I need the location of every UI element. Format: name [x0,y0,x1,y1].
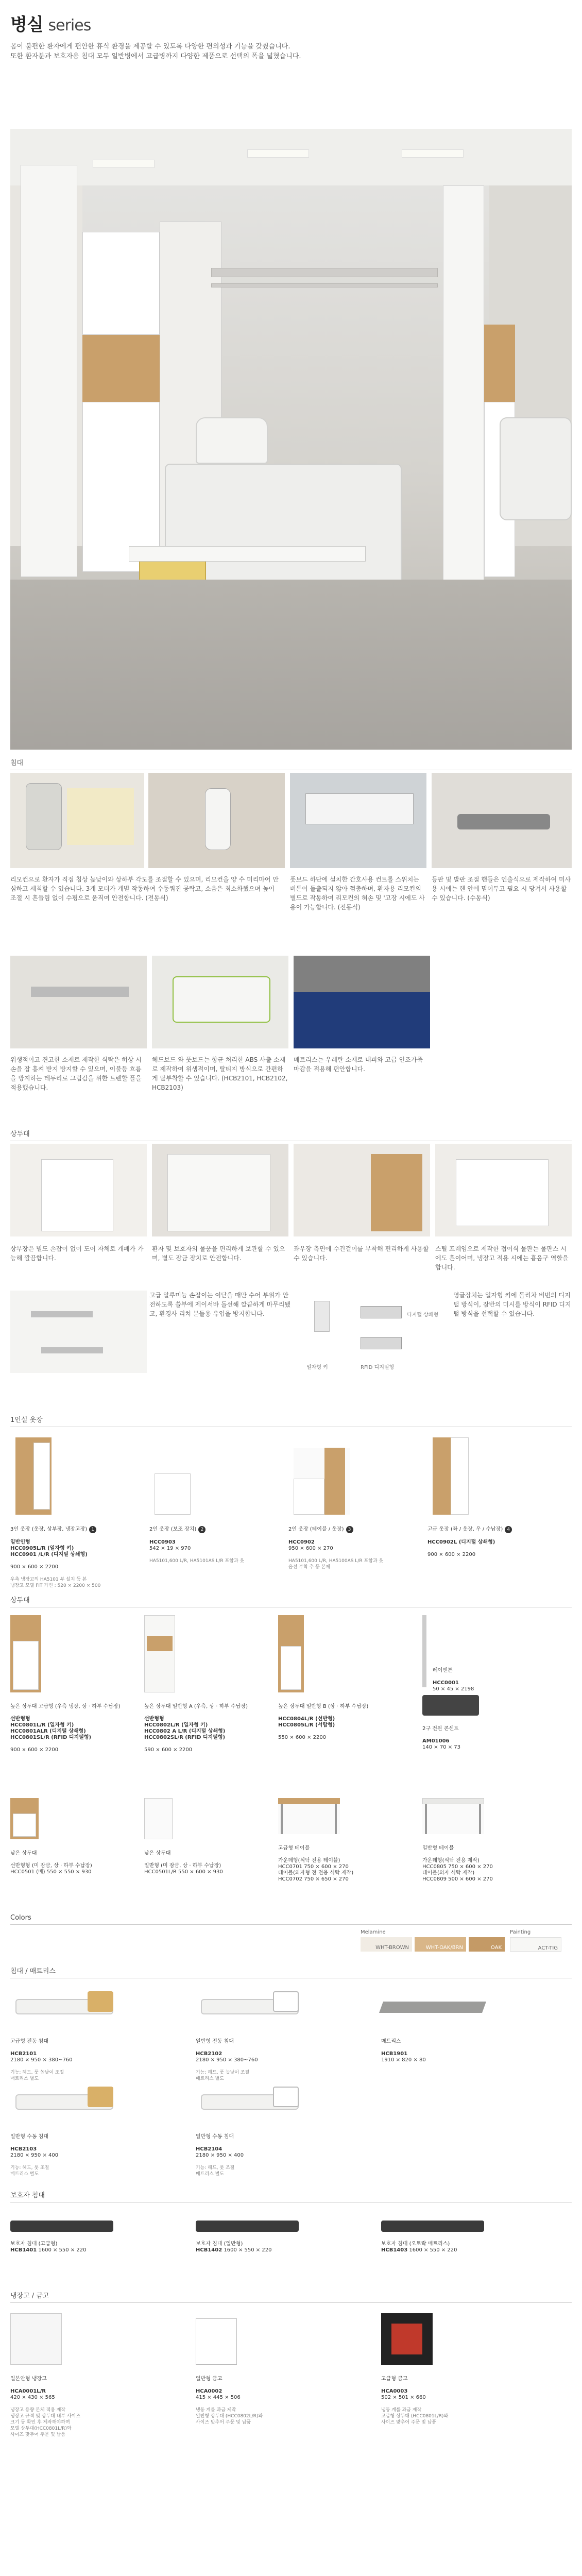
lock-types-figure [304,1291,448,1373]
bedside-item-2 [144,1615,273,1790]
item-size: 140 × 70 × 73 [422,1744,461,1750]
guardian-bed-section [10,2190,572,2202]
item-name: 높은 상두대 일반형 A (우측, 상 · 하부 수납장) [144,1704,248,1709]
item-name: 2인 옷장 (테이블 / 옷장) [288,1527,344,1532]
item-name: 매트리스 [381,2039,401,2044]
item-size: 2180 × 950 × 400 [196,2153,244,2158]
wardrobe-item-4: 고급 옷장 (좌 / 옷장, 우 / 수납장) 4 HCC0902L (디지털 상쇄형) 900 × 600 × 2200 [427,1437,572,1582]
item-note: 냉동 계를 과금 제작 고급형 상두대 (HCC0801L/R)와 사이즈 맞추어 주문 및 납품 [381,2408,449,2425]
item-code: HCA0001L/R [10,2388,46,2394]
mattress-photo [294,956,430,1048]
item-code: 일반인형 HCC0905L/R (일자형 키) HCC0901 /L/R (디지털 상쇄형) [10,1539,88,1557]
bed-item-3 [381,1986,572,2074]
item-size: 2180 × 950 × 380~760 [196,2057,258,2063]
bedside-item-6 [10,1798,139,1880]
item-name: 높은 상두대 일반형 B (상 · 하부 수납장) [278,1704,369,1709]
item-name: 일반형 수동 침대 [196,2134,234,2140]
bedside-item-5 [422,1695,572,1750]
item-name: 높은 상두대 고급형 (우측 냉장, 상 · 하부 수납장) [10,1704,121,1709]
upper-cabinet-photo [10,1144,147,1236]
item-size: 900 × 600 × 2200 [10,1747,59,1753]
item-name: 고급형 테이블 [278,1845,310,1851]
intro-line-1: 몸이 불편한 환자에게 편안한 휴식 환경을 제공할 수 있도록 다양한 편의성과 기능을 갖췄습니다. [10,43,290,50]
item-size: 550 × 600 × 2200 [278,1735,327,1740]
lock-label-rfid: RFID 디지털형 [361,1365,395,1370]
lock-label-key: 일자형 키 [306,1365,328,1370]
item-code: 가운데형(식탁 전용 제작) HCC0805 750 × 600 × 270 테이블(의자 식탁 제작) HCC0809 500 × 600 × 270 [422,1858,493,1882]
cabinet-feature-section [10,1128,572,1141]
item-code: HCB2101 [10,2051,37,2057]
towel-rack-photo [294,1144,430,1236]
fridge-item-1 [10,2313,185,2452]
color-group-painting: Painting [510,1929,531,1935]
remote-control-photo [10,773,144,868]
swatch-oak: OAK [469,1937,505,1952]
cabinet-caption-4: 스틸 프레임으로 제작한 접이식 물판는 물판스 시에도 흔이어며, 냉장고 적용 시에는 흡음구 역할을 합니다. [435,1245,569,1271]
intro-text [10,42,422,61]
item-name: 2구 전원 콘센트 [422,1726,459,1732]
handle-closeup-photo [10,1291,147,1373]
item-code: HCB1901 [381,2051,408,2057]
section-title: 침대 [10,757,572,770]
bed-caption-3: 등판 및 발판 조절 핸들은 인출식으로 제작하여 미사용 시에는 핸 안에 밀어두고 필요 시 당겨서 사용할 수 있습니다. (수동식) [432,876,571,902]
item-size: 542 × 19 × 970 [149,1546,191,1551]
bedside-section [10,1595,572,1607]
item-note: 기능: 헤드, 풋 높낮이 조절 매트리스 별도 [10,2070,64,2081]
item-code: HCB1402 [196,2247,222,2253]
item-code: HCB1401 [10,2247,37,2253]
page-header [0,0,582,131]
item-note: 냉동 계를 과금 제작 일반형 상두대 (HCC0802L/R)와 사이즈 맞추어 주문 및 납품 [196,2408,263,2425]
lock-label-digital: 디지털 상쇄형 [407,1312,439,1318]
item-name: 2인 옷장 (보조 장치) [149,1527,197,1532]
bed-feature-section [10,757,572,770]
steel-frame-photo [435,1144,572,1236]
guardian-item-2 [196,2210,371,2267]
wardrobe-section [10,1414,572,1427]
section-title: 상두대 [10,1128,572,1141]
item-note: 기능: 헤드, 풋 조절 매트리스 별도 [10,2165,49,2177]
bedside-item-7 [144,1798,273,1880]
item-note: 기능: 헤드, 풋 높낮이 조절 매트리스 별도 [196,2070,250,2081]
title-korean: 병실 [10,14,43,35]
colors-section-1 [10,1914,572,1925]
item-size: 1600 × 550 × 220 [409,2247,457,2253]
cabinet-caption-1: 상부장은 별도 손잡이 없이 도어 자체로 개폐가 가능해 깔끔합니다. [10,1245,144,1262]
cabinet-caption-3: 좌우장 측면에 수건걸이를 부착해 편리하게 사용할 수 있습니다. [294,1245,429,1262]
item-code: HCC0001 [433,1680,459,1686]
item-note: 냉장고 용량 본체 적용 제작 냉장고 규격 및 상두대 내부 사이즈 크기 등 확인 후 제작해야하며 모델 상두대(HCC0801L/R)와 사이즈 맞추어 주문 및 납품 [10,2408,81,2437]
item-size: 900 × 600 × 2200 [10,1564,59,1570]
bed-item-5 [196,2081,371,2177]
item-code: AM01006 [422,1738,450,1744]
item-size: 590 × 600 × 2200 [144,1747,193,1753]
bed-caption-2: 풋보드 하단에 설치한 간호사용 컨트롤 스위치는 버튼이 돌출되지 않아 껌춤하며, 환자용 리모컨의 별도로 작동하여 리모컨의 혀손 및 '고장 시에도 사용이 가능합니다. (전동식) [290,876,425,911]
fridge-item-2 [196,2313,371,2452]
item-name: 고급형 금고 [381,2376,408,2382]
item-code: HCB2104 [196,2146,222,2152]
section-title: 1인실 옷장 [10,1414,572,1427]
item-name: 일반형 금고 [196,2376,222,2382]
item-size: 420 × 430 × 565 [10,2395,55,2400]
storage-photo [152,1144,288,1236]
item-code: HCB1403 [381,2247,408,2253]
swatch-wht-brown: WHT-BROWN [361,1937,412,1952]
bed-item-2 [196,1986,371,2081]
bedside-item-9 [422,1798,572,1891]
bed-item-1 [10,1986,185,2081]
item-name: 고급 옷장 (좌 / 옷장, 우 / 수납장) [427,1527,503,1532]
section-title: Colors [10,1914,572,1925]
item-code: HCB2102 [196,2051,222,2057]
color-group-melamine: Melamine [361,1929,386,1935]
item-name: 보호자 침대 (일반형) [196,2241,243,2247]
item-size: 950 × 600 × 270 [288,1546,333,1551]
bed-item-4 [10,2081,185,2177]
guardian-item-3 [381,2210,572,2267]
beds-section [10,1965,572,1978]
bedside-item-8 [278,1798,412,1891]
item-size: 900 × 600 × 2200 [427,1552,476,1557]
wardrobe-item-1: 3인 옷장 (옷장, 상부장, 냉장고장) 1 일반인형 HCC0905L/R (일자형 키) HCC0901 /L/R (디지털 상쇄형) 900 × 600 × 2200 우측 냉장고의 HA5101 부 설치 등 본 냉장고 모델 FIT 가변 : 520 × 2200 × 500 [10,1437,139,1582]
guardian-item-1 [10,2210,185,2267]
item-name: 고급형 전동 침대 [10,2039,48,2044]
bed-caption-1: 리모컨으로 환자가 직접 침상 높낮이와 상하부 각도를 조절할 수 있으며, 리모컨을 양 수 미리마어 안심하고 세척할 수 있습니다. 3개 모터가 개별 작동하여 수동쿼진 공락고, 소음은 최소화했으며 높이 조절 시 흔들림 없이 수평으로 움직여 안전합니다. (전동식) [10,876,279,902]
item-name: 낮은 상두대 [144,1851,171,1856]
item-name: 낮은 상두대 [10,1851,37,1856]
item-code: HCB2103 [10,2146,37,2152]
item-code: 선반형형 HCC0801L/R (일자형 키) HCC0801ALR (디지털 상쇄형) HCC0801SL/R (RFID 디지털형) [10,1716,92,1740]
item-code: HCC0902L (디지털 상쇄형) [427,1539,495,1545]
item-name: 일반형 수동 침대 [10,2134,48,2140]
section-title: 냉장고 / 금고 [10,2290,572,2303]
bed-caption-6: 매트리스는 우레탄 소재로 내피와 고급 인조가죽 마감을 적용해 편안합니다. [294,1056,423,1073]
item-size: 50 × 45 × 2198 [433,1686,474,1692]
item-size: 1600 × 550 × 220 [224,2247,272,2253]
nurse-control-photo [290,773,426,868]
item-name: 3인 옷장 (옷장, 상부장, 냉장고장) [10,1527,88,1532]
item-code: 일반형 (미 잠금, 상 · 하부 수납장) HCC0501L/R 550 × 600 × 930 [144,1863,223,1875]
item-name: 레이밴튼 [433,1668,453,1673]
bed-caption-5: 헤드보드 와 풋보드는 항균 처리한 ABS 사출 소재로 제작하여 위생적이며, 탈티지 방식으로 간편하게 탈부착할 수 있습니다. (HCB2101, HCB2102, HCB2103) [152,1056,288,1091]
section-title: 상두대 [10,1595,572,1607]
intro-line-2: 또한 환자분과 보호자용 침대 모두 일반병에서 고급병까지 다양한 제품으로 선택의 폭을 넓혔습니다. [10,53,301,60]
wardrobe-item-3: 2인 옷장 (테이블 / 옷장) 3 HCC0902 950 × 600 × 270 HA5101,600 L/R, HA5100AS L/R 포함과 옷 옵션 부착 추 등 본제 [288,1437,417,1582]
bedside-item-4 [422,1615,572,1692]
fridge-item-3 [381,2313,572,2452]
cabinet-caption-6: 영글장치는 일자형 키에 돌리차 비번의 디지털 방식이, 잠반의 미시를 방식이 RFID 디지털 방식을 선택할 수 있습니다. [453,1292,571,1317]
item-name: 일반형 테이블 [422,1845,454,1851]
item-code: HCA0002 [196,2388,222,2394]
hospital-room-photo [10,129,572,750]
item-code: 선반형형 HCC0802L/R (일자형 키) HCC0802 A L/R (디지털 상쇄형) HCC0802SL/R (RFID 디지털형) [144,1716,226,1740]
item-note: HA5101,600 L/R, HA5100AS L/R 포함과 옷 옵션 부착 추 등 본제 [288,1558,384,1570]
section-title: 침대 / 매트리스 [10,1965,572,1978]
item-size: 1910 × 820 × 80 [381,2057,426,2063]
headboard-photo [152,956,288,1048]
section-title: 보호자 침대 [10,2190,572,2202]
item-name: 보호자 침대 (고급형) [10,2241,58,2247]
fridge-safe-section [10,2290,572,2303]
item-code: HCC0903 [149,1539,176,1545]
swatch-act-tig: ACT-TIG [510,1937,561,1952]
bed-table-photo [10,956,147,1048]
item-note: HA5101,600 L/R, HA5101AS L/R 포함과 옷 [149,1558,245,1564]
page-title [10,10,572,36]
item-code: HCA0003 [381,2388,408,2394]
item-size: 2180 × 950 × 400 [10,2153,59,2158]
title-english: series [48,16,91,35]
handle-photo [432,773,572,868]
cabinet-caption-2: 환자 및 보호자의 물품을 편리하게 보관할 수 있으며, 별도 잠금 장치로 안전합니다. [152,1245,285,1262]
item-size: 502 × 501 × 660 [381,2395,426,2400]
bedside-item-3 [278,1615,407,1790]
item-note: 기능: 헤드, 풋 조절 매트리스 별도 [196,2165,235,2177]
item-code: 선반형형 (미 잠금, 상 · 하부 수납장) HCC0501 (배) 550 × 550 × 930 [10,1863,92,1875]
item-size: 415 × 445 × 506 [196,2395,241,2400]
item-code: HCC0804L/R (선반형) HCC0805L/R (서랍형) [278,1716,335,1728]
bedside-item-1 [10,1615,139,1790]
item-note: 우측 냉장고의 HA5101 부 설치 등 본 냉장고 모델 FIT 가변 : 520 × 2200 × 500 [10,1577,101,1588]
bed-caption-4: 위생적이고 견고한 소재로 제작한 식탁은 히상 시 손을 잡 흥켜 받지 방지할 수 있으며, 이불등 흐름을 방지하는 테두리로 그립감을 위한 트렌할 플을 적용했습니다. [10,1056,142,1091]
item-size: 2180 × 950 × 380~760 [10,2057,73,2063]
hand-remote-photo [148,773,285,868]
item-name: 일본안형 냉장고 [10,2376,47,2382]
swatch-wht-oak: WHT-OAK/BRN [415,1937,466,1952]
item-code: 가운데형(식탁 전용 테이블) HCC0701 750 × 600 × 270 테이블(의자형 전 전용 식탁 제작) HCC0702 750 × 650 × 270 [278,1858,354,1882]
item-name: 일반형 전동 침대 [196,2039,234,2044]
wardrobe-item-2: 2인 옷장 (보조 장치) 2 HCC0903 542 × 19 × 970 HA5101,600 L/R, HA5101AS L/R 포함과 옷 [149,1437,278,1582]
item-code: HCC0902 [288,1539,315,1545]
cabinet-caption-5: 고급 알루미늄 손잡이는 여닫을 때만 수어 부위가 안전하도록 쓸부에 제이서바 돌선해 깔끔하게 마무리됐고, 환경사 리치 분들용 유입을 방지합니다. [149,1292,291,1317]
item-size: 1600 × 550 × 220 [38,2247,87,2253]
item-name: 보호자 침대 (오토락 매트리스) [381,2241,450,2247]
